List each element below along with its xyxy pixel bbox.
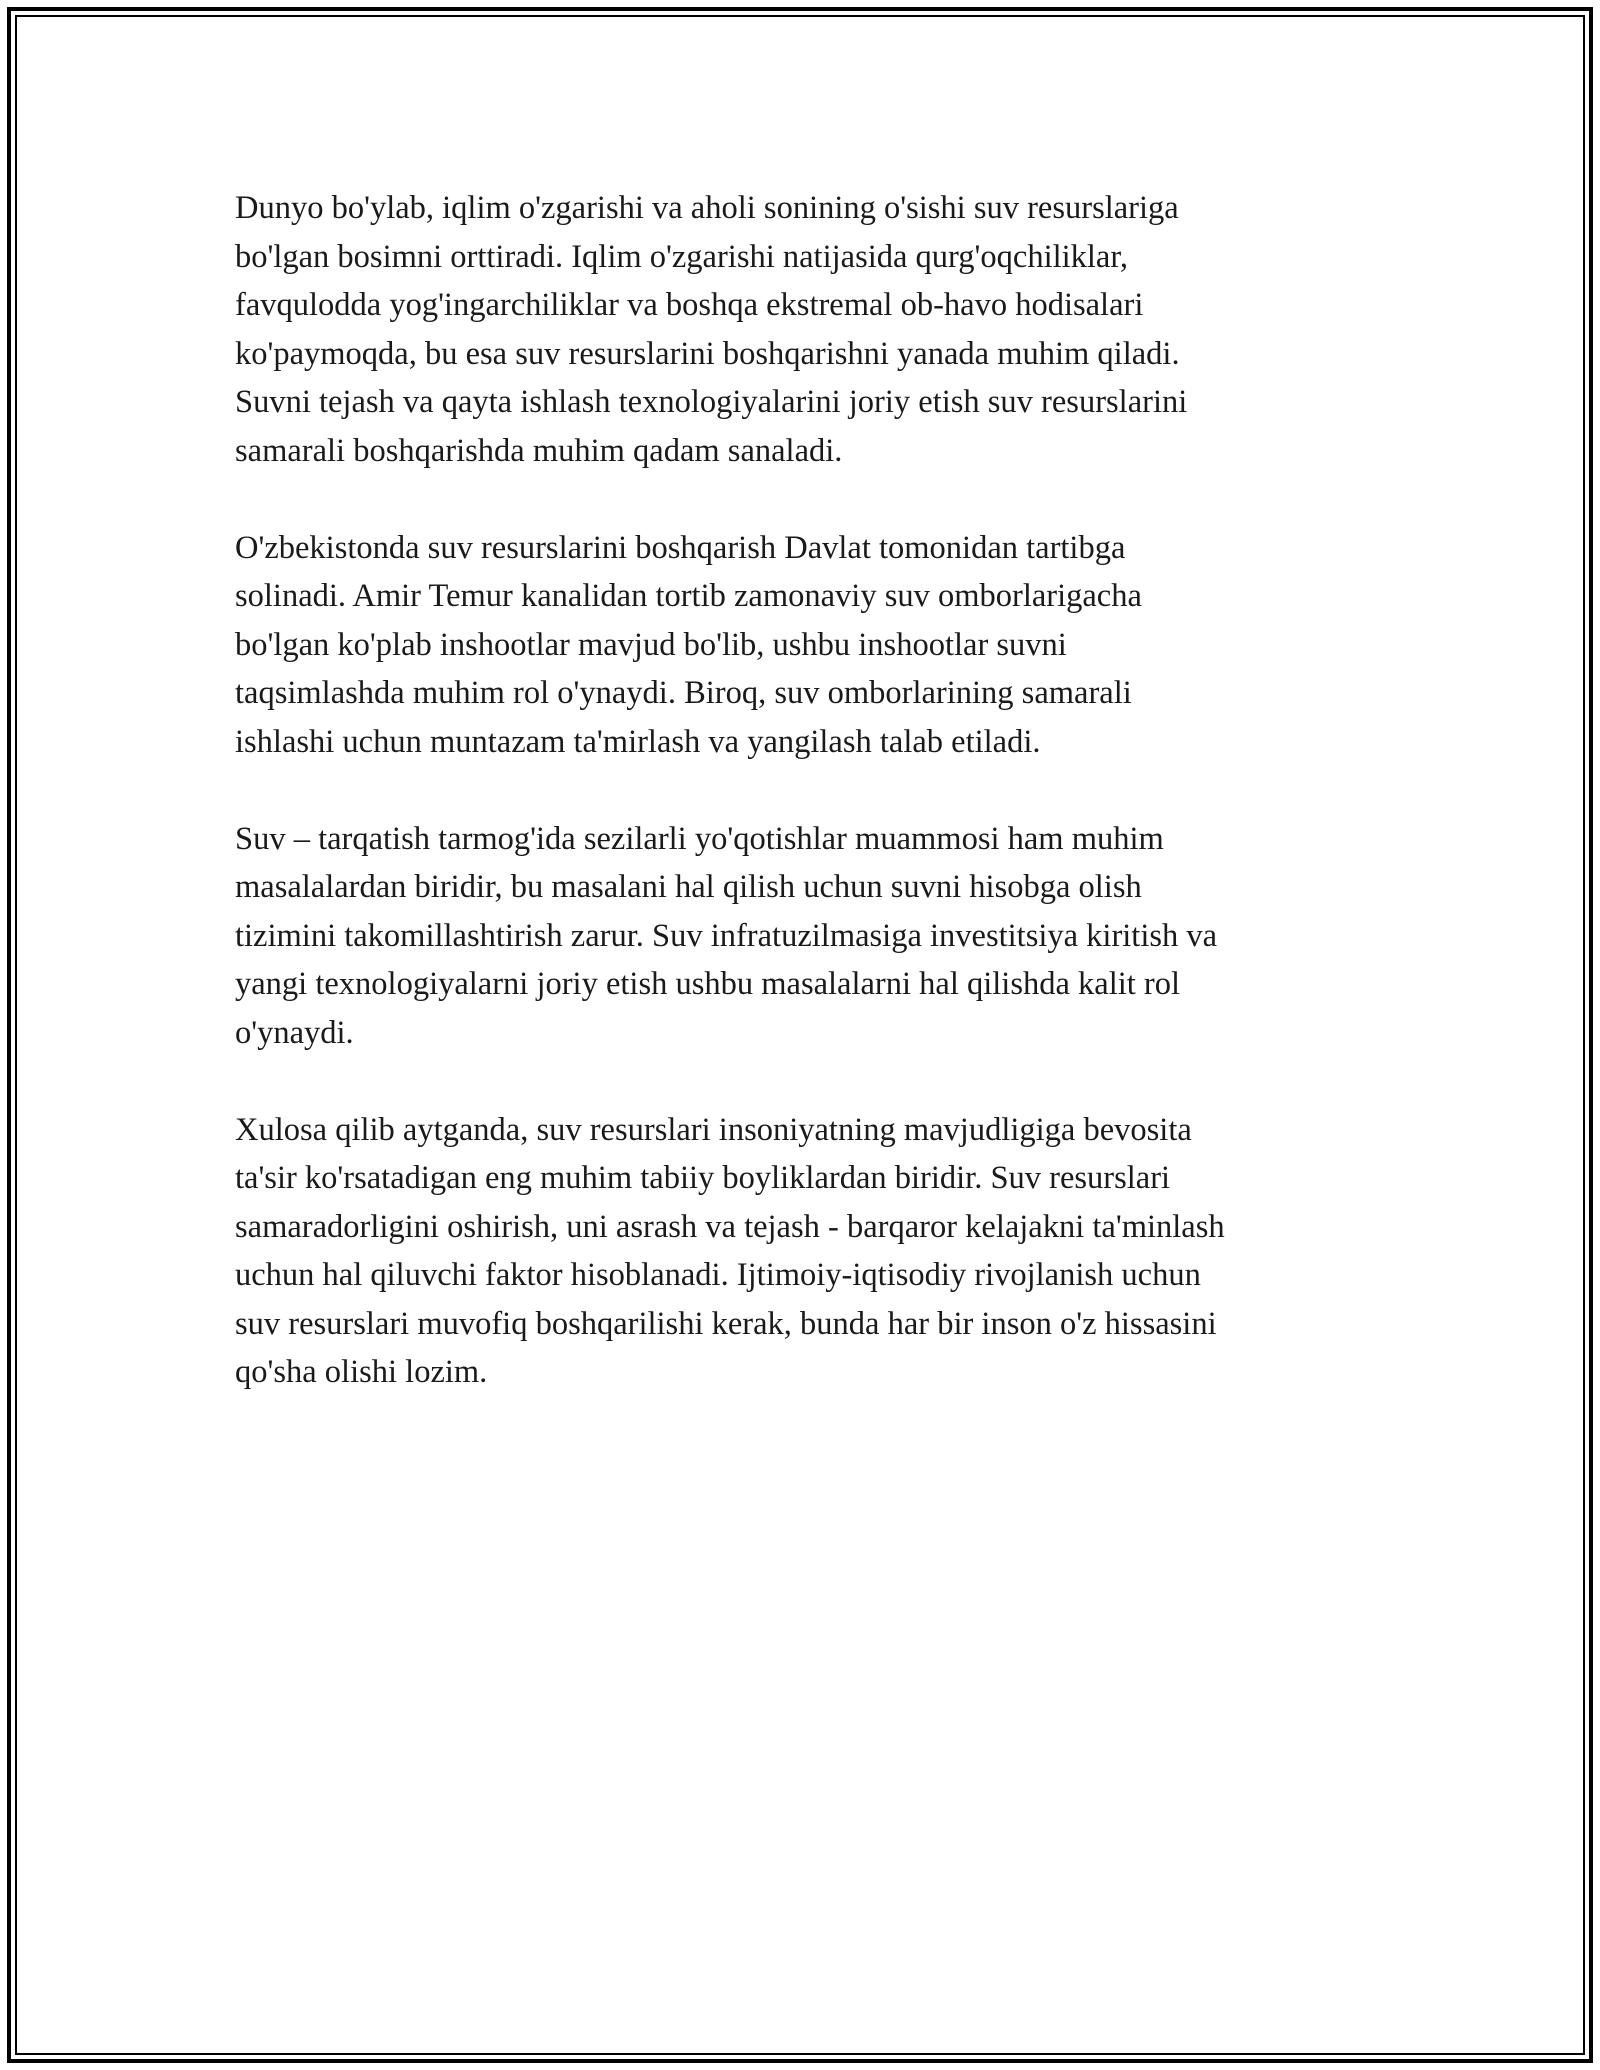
text-line: taqsimlashda muhim rol o'ynaydi. Biroq, suv omborlarining samarali xyxy=(235,675,1132,711)
text-line: Suv – tarqatish tarmog'ida sezilarli yo'qotishlar muammosi ham muhim xyxy=(235,820,1164,857)
text-line: O'zbekistonda suv resurslarini boshqarish Davlat tomonidan tartibga xyxy=(235,529,1126,566)
paragraph-2 xyxy=(235,524,1365,767)
text-line: Dunyo bo'ylab, iqlim o'zgarishi va aholi sonining o'sishi suv resurslariga xyxy=(235,190,1179,226)
text-line: ishlashi uchun muntazam ta'mirlash va yangilash talab etiladi. xyxy=(235,723,1041,760)
text-line: yangi texnologiyalarni joriy etish ushbu masalalarni hal qilishda kalit rol xyxy=(235,966,1181,1002)
text-line: uchun hal qiluvchi faktor hisoblanadi. Ijtimoiy-iqtisodiy rivojlanish uchun xyxy=(235,1257,1201,1293)
text-line: bo'lgan ko'plab inshootlar mavjud bo'lib, ushbu inshootlar suvni xyxy=(235,626,1067,663)
text-line: bo'lgan bosimni orttiradi. Iqlim o'zgarishi natijasida qurg'oqchiliklar, xyxy=(235,238,1129,275)
text-line: solinadi. Amir Temur kanalidan tortib zamonaviy suv omborlarigacha xyxy=(235,578,1142,614)
paragraph-1 xyxy=(235,184,1365,475)
text-line: o'ynaydi. xyxy=(235,1014,354,1051)
text-line: ta'sir ko'rsatadigan eng muhim tabiiy boyliklardan biridir. Suv resurslari xyxy=(235,1160,1171,1196)
text-line: favqulodda yog'ingarchiliklar va boshqa ekstremal ob-havo hodisalari xyxy=(235,287,1144,323)
text-line: samaradorligini oshirish, uni asrash va tejash - barqaror kelajakni ta'minlash xyxy=(235,1208,1225,1245)
text-line: masalalardan biridir, bu masalani hal qilish uchun suvni hisobga olish xyxy=(235,869,1142,905)
text-line: samarali boshqarishda muhim qadam sanaladi. xyxy=(235,432,843,469)
text-line: suv resurslari muvofiq boshqarilishi kerak, bunda har bir inson o'z hissasini xyxy=(235,1305,1217,1342)
text-line: qo'sha olishi lozim. xyxy=(235,1354,488,1390)
document-body xyxy=(235,184,1365,1445)
text-line: ko'paymoqda, bu esa suv resurslarini boshqarishni yanada muhim qiladi. xyxy=(235,335,1180,372)
paragraph-3 xyxy=(235,815,1365,1058)
text-line: tizimini takomillashtirish zarur. Suv infratuzilmasiga investitsiya kiritish va xyxy=(235,917,1218,954)
paragraph-4 xyxy=(235,1106,1365,1397)
text-line: Suvni tejash va qayta ishlash texnologiyalarini joriy etish suv resurslarini xyxy=(235,384,1188,420)
text-line: Xulosa qilib aytganda, suv resurslari insoniyatning mavjudligiga bevosita xyxy=(235,1111,1192,1148)
